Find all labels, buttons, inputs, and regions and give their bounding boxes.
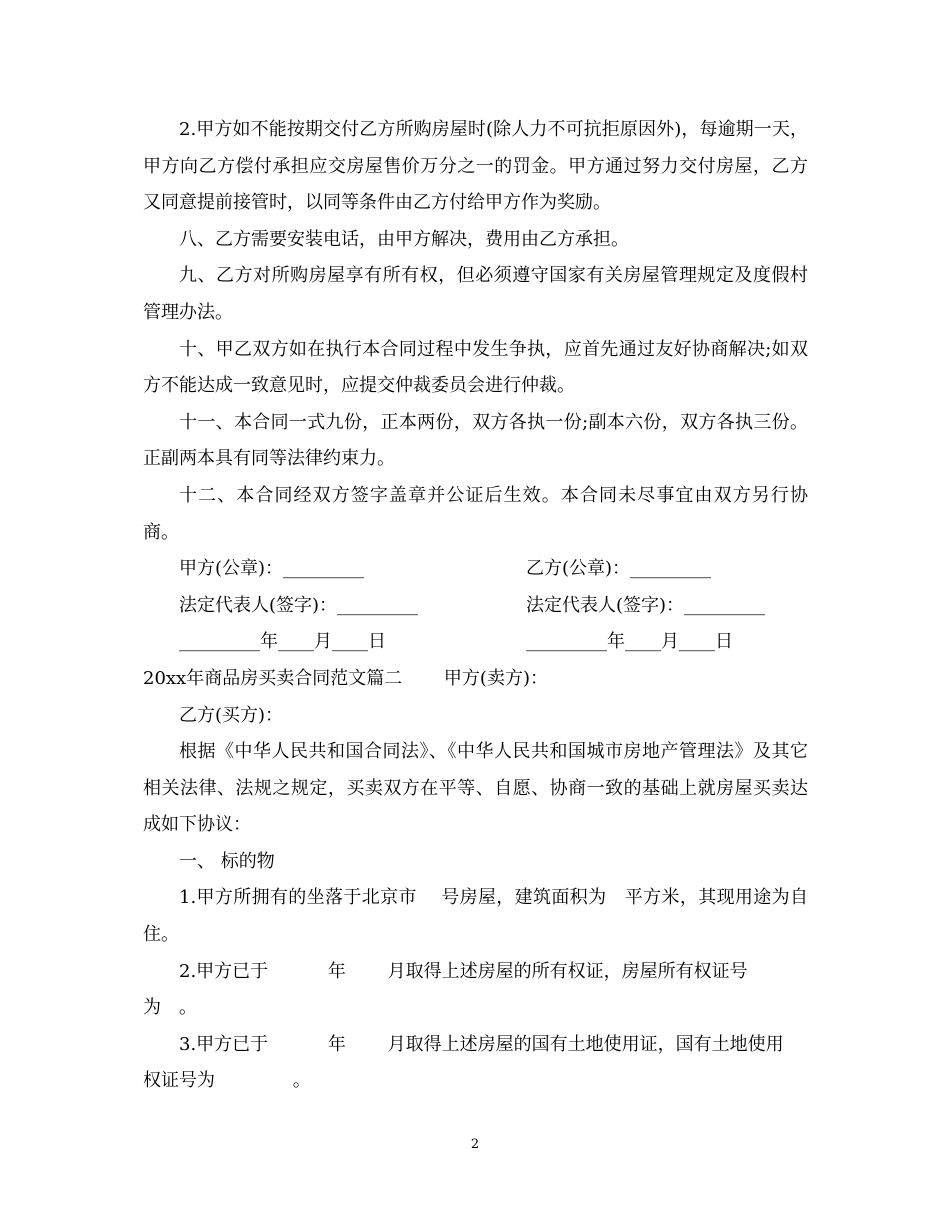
clause-paragraph: 1.甲方所拥有的坐落于北京市 号房屋，建筑面积为 平方米，其现用途为自住。 bbox=[143, 887, 808, 946]
signature-row-date bbox=[143, 624, 808, 661]
page-number: 2 bbox=[470, 1137, 480, 1152]
clause-3-line-2: 权证号为 。 bbox=[143, 1070, 311, 1092]
party-a-seal-label: 甲方(公章)：_________ bbox=[179, 558, 365, 580]
party-b-representative-label: 法定代表人(签字)：_________ bbox=[526, 594, 766, 616]
clause-paragraph: 十二、本合同经双方签字盖章并公证后生效。本合同未尽事宜由双方另行协商。 bbox=[143, 484, 808, 543]
clause-paragraph: 十、甲乙双方如在执行本合同过程中发生争执，应首先通过友好协商解决;如双方不能达成一致意见时，应提交仲裁委员会进行仲裁。 bbox=[143, 338, 808, 397]
party-a-representative-label: 法定代表人(签字)：_________ bbox=[179, 594, 419, 616]
clause-paragraph: 八、乙方需要安装电话，由甲方解决，费用由乙方承担。 bbox=[179, 228, 629, 250]
party-a-date-label: _________年____月____日 bbox=[179, 631, 386, 653]
section-title-line: 20xx年商品房买卖合同范文篇二 甲方(卖方)： bbox=[143, 667, 548, 689]
clause-3-line-1: 3.甲方已于 年 月取得上述房屋的国有土地使用证，国有土地使用 bbox=[179, 1033, 784, 1055]
section-heading: 一、 标的物 bbox=[179, 850, 275, 872]
clause-2-line-2: 为 。 bbox=[143, 997, 197, 1019]
clause-paragraph: 九、乙方对所购房屋享有所有权，但必须遵守国家有关房屋管理规定及度假村管理办法。 bbox=[143, 265, 808, 323]
party-b-date-label: _________年____月____日 bbox=[526, 631, 733, 653]
signature-row-representative bbox=[143, 588, 808, 625]
preamble-paragraph: 根据《中华人民共和国合同法》、《中华人民共和国城市房地产管理法》及其它相关法律、法规之规定，买卖双方在平等、自愿、协商一致的基础上就房屋买卖达成如下协议： bbox=[143, 741, 808, 836]
clause-paragraph: 2.甲方如不能按期交付乙方所购房屋时(除人力不可抗拒原因外)，每逾期一天，甲方向乙方偿付承担应交房屋售价万分之一的罚金。甲方通过努力交付房屋，乙方又同意提前接管时，以同等条件由乙方付给甲方作为奖励。 bbox=[143, 119, 808, 214]
party-b-seal-label: 乙方(公章)：_________ bbox=[526, 558, 712, 580]
signature-row-seal bbox=[143, 551, 808, 588]
clause-paragraph: 十一、本合同一式九份，正本两份，双方各执一份;副本六份，双方各执三份。正副两本具有同等法律约束力。 bbox=[143, 411, 808, 470]
clause-2-line-1: 2.甲方已于 年 月取得上述房屋的所有权证，房屋所有权证号 bbox=[179, 960, 748, 982]
document-body bbox=[143, 112, 808, 1100]
buyer-line: 乙方(买方)： bbox=[179, 704, 284, 726]
